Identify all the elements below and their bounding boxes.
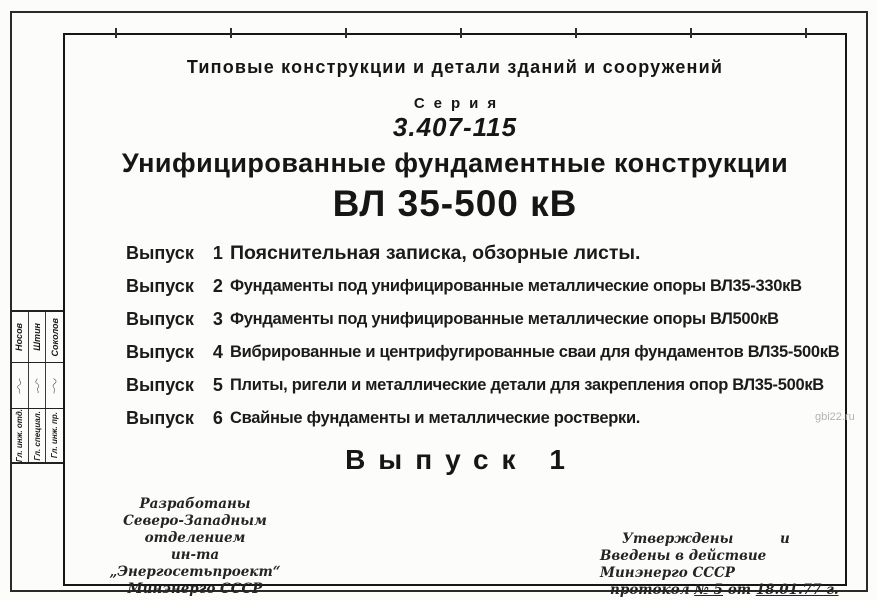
approved-line: Введены в действие Минэнерго СССР [600,548,767,581]
approved-line: Утверждены и [622,531,790,547]
issue-row [126,237,838,270]
signature-cell [11,363,28,408]
developed-line: ин-та „Энергосетьпроект“ [109,547,281,580]
watermark: gbi22.ru [815,411,855,423]
engineer-name: Носов [14,323,25,352]
doc-type-header: Типовые конструкции и детали зданий и сооружений [186,57,724,77]
issue-text: Вибрированные и центрифугированные сваи для фундаментов ВЛ35-500кВ [230,343,840,361]
issue-label: Выпуск 5 [126,375,223,395]
protocol-prefix: протокол [610,582,690,598]
issue-label: Выпуск 3 [126,309,223,329]
main-title: Унифицированные фундаментные конструкции [121,148,789,178]
name-cell [28,312,46,362]
signature-title-block [11,310,63,464]
issue-text: Фундаменты под унифицированные металлические опоры ВЛ500кВ [230,310,779,328]
approved-protocol-line [610,582,846,599]
issue-row [126,270,838,303]
role-cell [45,409,63,462]
issue-text: Пояснительная записка, обзорные листы. [230,242,641,264]
engineer-name: Соколов [49,317,60,357]
issue-row [126,336,838,369]
border-tick [115,28,117,38]
developed-line: Минэнерго СССР [127,581,263,597]
role-cell [28,409,46,462]
border-tick [690,28,692,38]
signature-cell [45,363,63,408]
name-cell [45,312,63,362]
issue-label: Выпуск 2 [126,276,223,296]
developed-line: Разработаны [139,496,251,512]
issue-label: Выпуск 6 [126,408,223,428]
name-cell [11,312,28,362]
signature-icon [13,377,25,394]
issue-label: Выпуск 1 [126,243,223,263]
issue-row [126,303,838,336]
series-number: 3.407-115 [392,112,518,142]
issues-list [126,237,838,435]
stamp-signatures-band [11,362,63,409]
issue-row [126,402,838,435]
border-tick [345,28,347,38]
signature-icon [49,377,61,394]
border-tick [805,28,807,38]
developed-by-block [84,496,306,598]
border-tick [575,28,577,38]
engineer-name: Штин [32,323,42,352]
stamp-names-band [11,312,63,362]
role-cell [11,409,28,462]
protocol-number: № 5 [694,582,724,598]
border-tick [230,28,232,38]
issue-text: Фундаменты под унифицированные металлические опоры ВЛ35-330кВ [230,277,802,295]
developed-line: Северо-Западным отделением [123,513,267,546]
issue-label: Выпуск 4 [126,342,223,362]
signature-cell [28,363,46,408]
stamp-roles-band [11,409,63,462]
approved-by-block [600,531,846,599]
engineer-role: Гл. инж. пр. [50,412,60,459]
engineer-role: Гл. специал. [32,410,42,461]
border-tick [460,28,462,38]
protocol-date: 18.01.77 г. [755,582,839,598]
issue-row [126,369,838,402]
protocol-from: от [727,582,752,598]
issue-text: Свайные фундаменты и металлические ростверки. [230,409,641,427]
series-label: Серия [413,95,506,112]
engineer-role: Гл. инж. отд. [14,408,24,462]
current-issue-title: Выпуск 1 [345,444,578,475]
issue-text: Плиты, ригели и металлические детали для закрепления опор ВЛ35-500кВ [230,376,824,394]
voltage-subtitle: ВЛ 35-500 кВ [332,183,578,224]
signature-icon [31,377,43,394]
